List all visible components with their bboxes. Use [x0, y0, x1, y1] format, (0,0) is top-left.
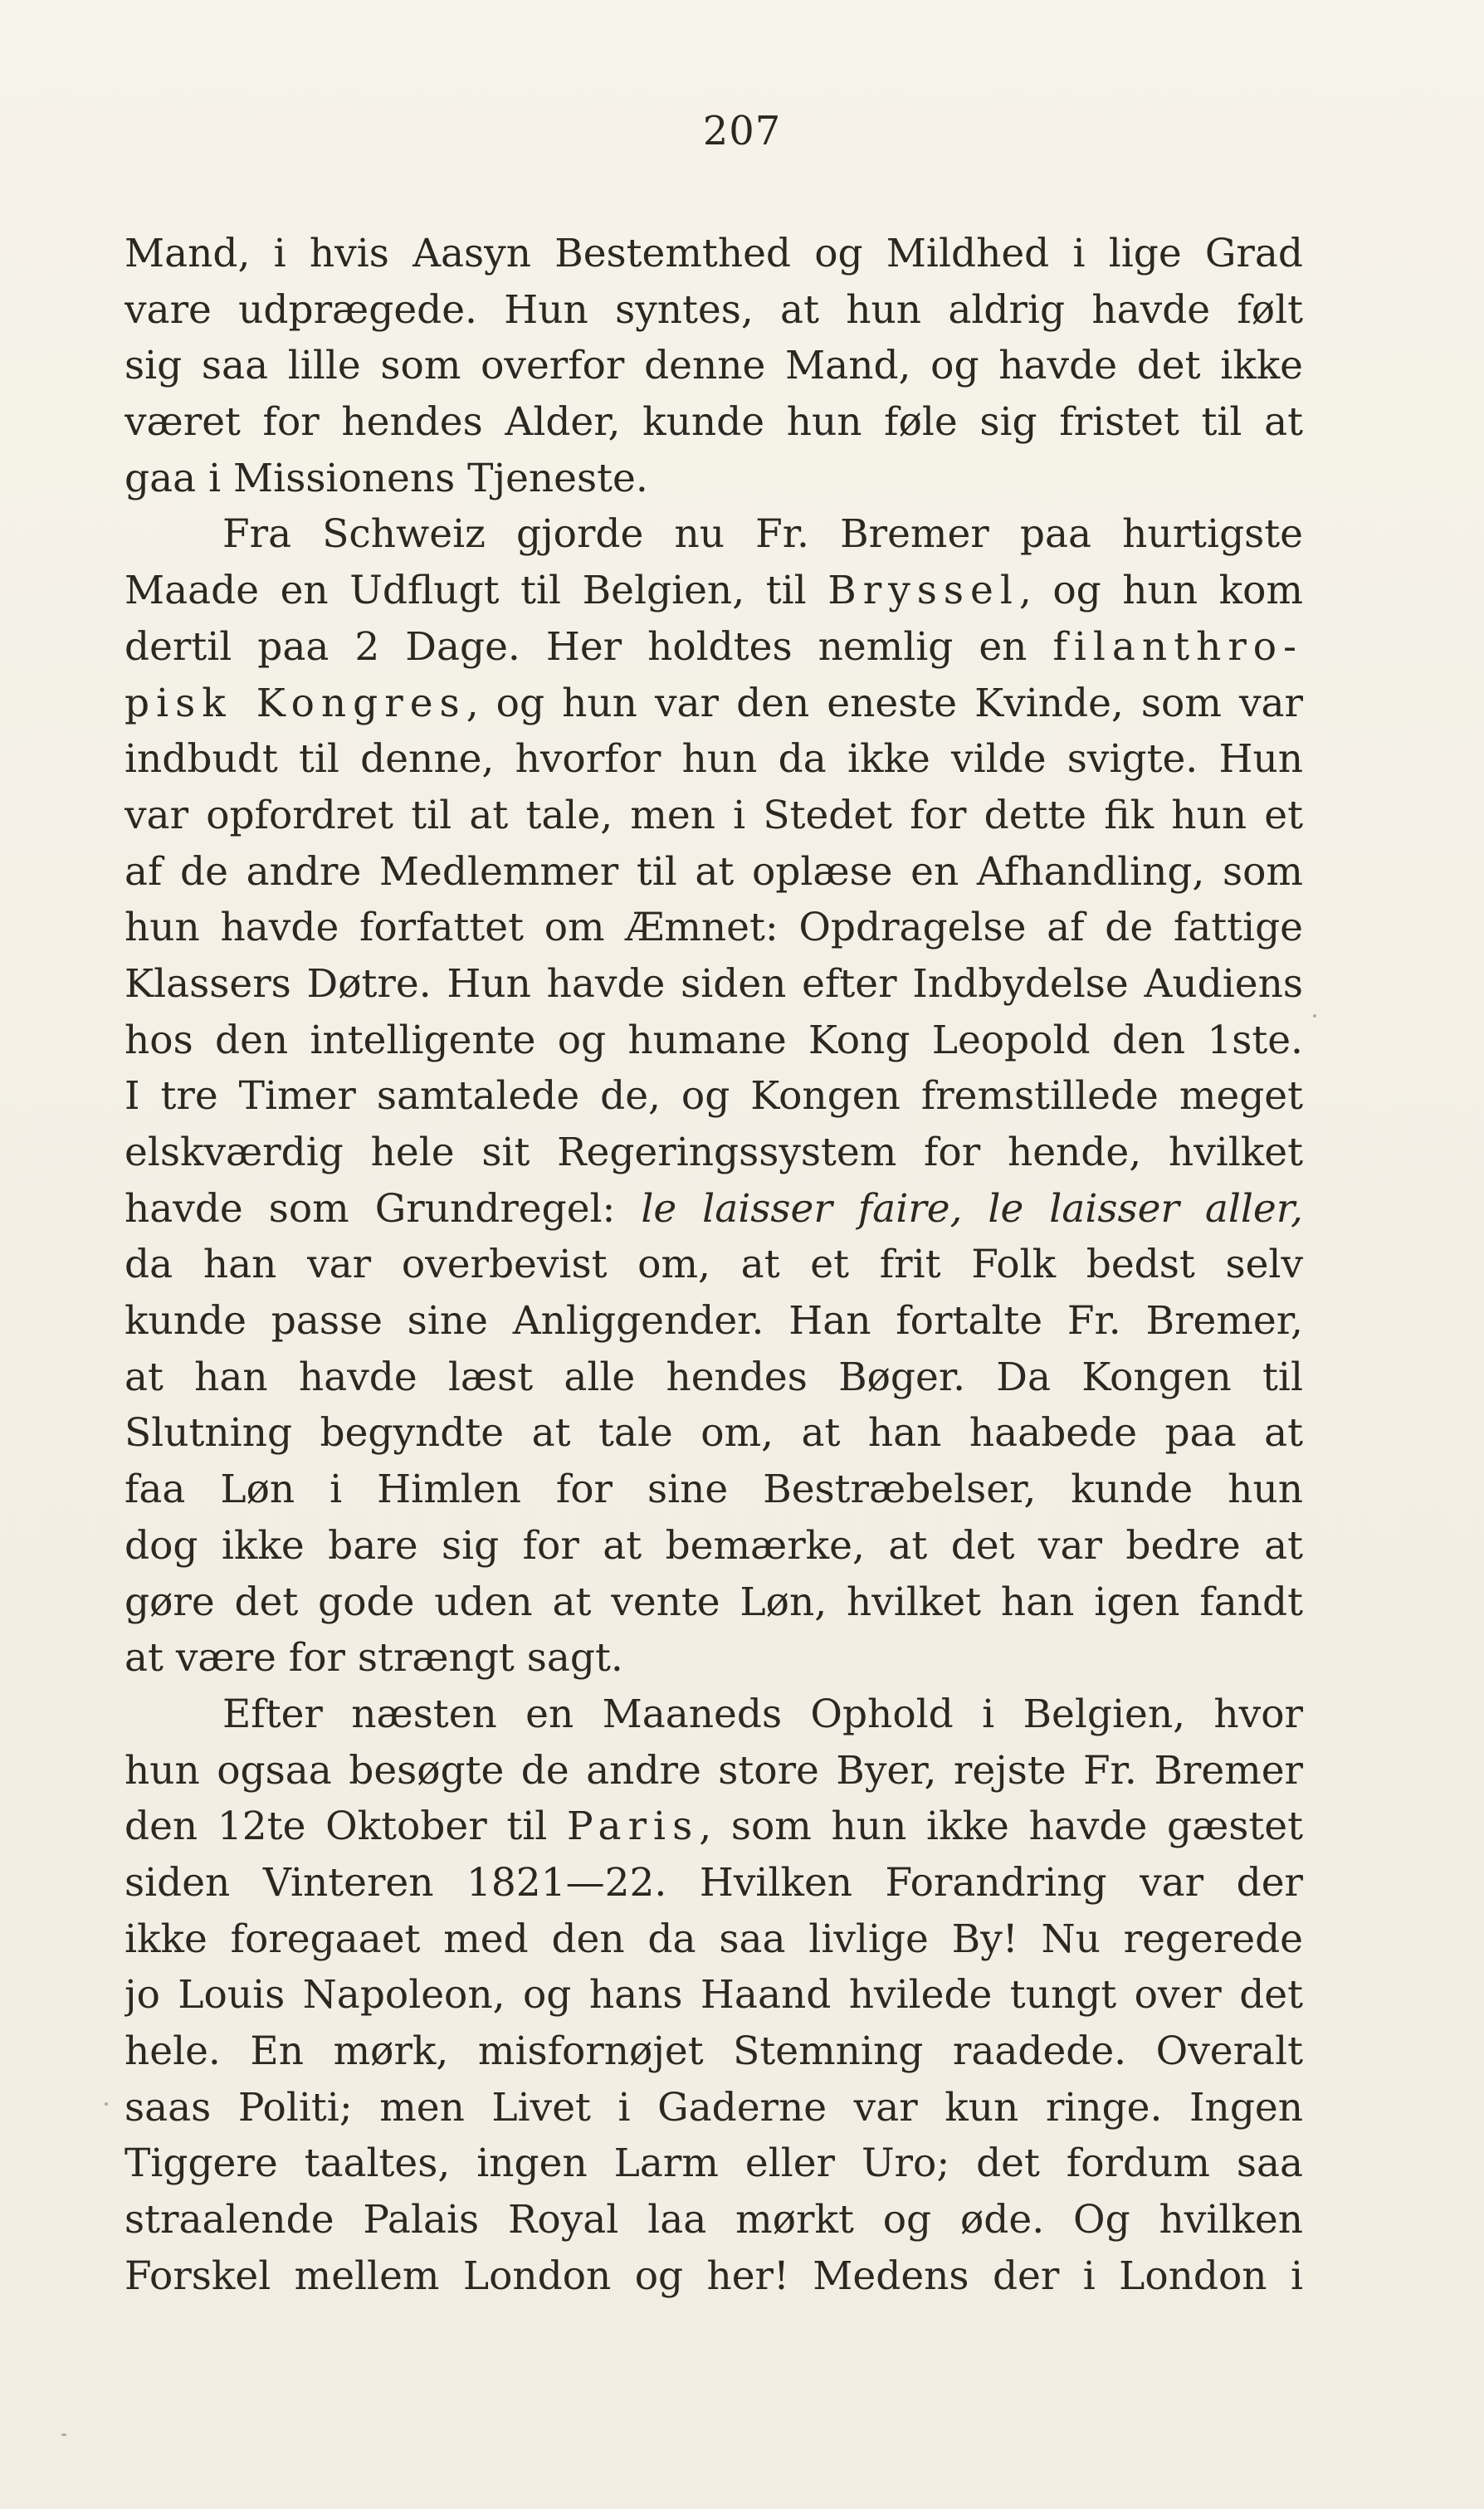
- paragraph-start-line: Efter næsten en Maaneds Ophold i Belgien, hvor: [222, 1691, 1303, 1737]
- text-line: været for hendes Alder, kunde hun føle sig fristet til at: [124, 399, 1303, 446]
- spaced-word: filanthro-: [1052, 623, 1303, 670]
- paragraph-start-line: Fra Schweiz gjorde nu Fr. Bremer paa hurtigste: [222, 511, 1303, 558]
- paper-speck: [1313, 1014, 1316, 1018]
- text-line: I tre Timer samtalede de, og Kongen fremstillede meget: [124, 1073, 1303, 1120]
- text-line: Maade en Udflugt til Belgien, til Bryssel, og hun kom: [124, 568, 1303, 614]
- text-line: af de andre Medlemmer til at oplæse en Afhandling, som: [124, 848, 1303, 895]
- text-line: sig saa lille som overfor denne Mand, og havde det ikke: [124, 343, 1303, 389]
- italic-phrase: le laisser faire, le laisser aller,: [641, 1185, 1303, 1232]
- text-line: hos den intelligente og humane Kong Leopold den 1ste.: [124, 1017, 1303, 1063]
- text-line: jo Louis Napoleon, og hans Haand hvilede tungt over det: [124, 1972, 1303, 2018]
- text-line: havde som Grundregel: le laisser faire, le laisser aller,: [124, 1185, 1303, 1232]
- text-line: hun havde forfattet om Æmnet: Opdragelse af de fattige: [124, 905, 1303, 951]
- text-line: hun ogsaa besøgte de andre store Byer, rejste Fr. Bremer: [124, 1747, 1303, 1794]
- body-text: [124, 226, 1303, 2304]
- text-line: gaa i Missionens Tjeneste.: [124, 455, 648, 501]
- paper-speck: [61, 2433, 66, 2436]
- text-line: pisk Kongres, og hun var den eneste Kvinde, som var: [124, 680, 1303, 726]
- text-line: hele. En mørk, misfornøjet Stemning raadede. Overalt: [124, 2028, 1303, 2074]
- text-line: Mand, i hvis Aasyn Bestemthed og Mildhed i lige Grad: [124, 231, 1303, 276]
- text-line: siden Vinteren 1821—22. Hvilken Forandring var der: [124, 1859, 1303, 1906]
- text-line: var opfordret til at tale, men i Stedet for dette fik hun et: [124, 792, 1303, 838]
- text-line: Klassers Døtre. Hun havde siden efter Indbydelse Audiens: [124, 960, 1303, 1007]
- text-line: kunde passe sine Anliggender. Han fortalte Fr. Bremer,: [124, 1298, 1303, 1345]
- text-line: at han havde læst alle hendes Bøger. Da Kongen til: [124, 1354, 1303, 1400]
- text-line: elskværdig hele sit Regeringssystem for hende, hvilket: [124, 1130, 1303, 1175]
- text-line: Slutning begyndte at tale om, at han haabede paa at: [124, 1410, 1303, 1457]
- text-line: den 12te Oktober til Paris, som hun ikke havde gæstet: [124, 1804, 1303, 1850]
- paper-speck: [105, 2102, 108, 2106]
- text-line: dertil paa 2 Dage. Her holdtes nemlig en filanthro-: [124, 623, 1303, 670]
- text-line: dog ikke bare sig for at bemærke, at det var bedre at: [124, 1522, 1303, 1569]
- text-line: saas Politi; men Livet i Gaderne var kun ringe. Ingen: [124, 2084, 1303, 2131]
- text-line: vare udprægede. Hun syntes, at hun aldrig havde følt: [124, 286, 1303, 333]
- spaced-word: pisk Kongres: [124, 680, 466, 726]
- text-line: faa Løn i Himlen for sine Bestræbelser, kunde hun: [124, 1467, 1303, 1513]
- text-line: ikke foregaaet med den da saa livlige By! Nu regerede: [124, 1916, 1303, 1962]
- text-line: da han var overbevist om, at et frit Folk bedst selv: [124, 1242, 1303, 1288]
- text-line: indbudt til denne, hvorfor hun da ikke vilde svigte. Hun: [124, 736, 1303, 783]
- text-line: at være for strængt sagt.: [124, 1635, 623, 1682]
- page-number: 207: [702, 108, 782, 154]
- text-line: straalende Palais Royal laa mørkt og øde. Og hvilken: [124, 2197, 1303, 2243]
- text-line: gøre det gode uden at vente Løn, hvilket han igen fandt: [124, 1579, 1303, 1625]
- text-line: Forskel mellem London og her! Medens der i London i: [124, 2253, 1303, 2299]
- spaced-word: Paris: [567, 1804, 700, 1850]
- spaced-word: Bryssel: [827, 568, 1019, 614]
- text-line: Tiggere taaltes, ingen Larm eller Uro; det fordum saa: [124, 2140, 1303, 2187]
